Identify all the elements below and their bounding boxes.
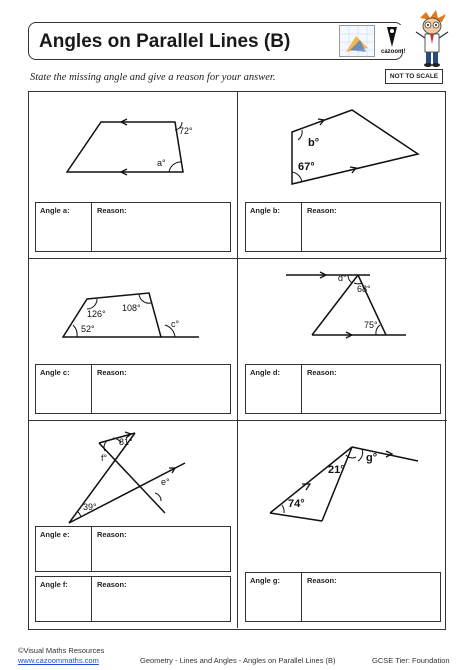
angle-label-108: 108° [122, 303, 141, 313]
angle-label-67: 67° [298, 161, 315, 173]
divider [91, 527, 92, 571]
mascot-icon [410, 10, 454, 68]
page-title: Angles on Parallel Lines (B) [39, 31, 291, 52]
diagram-angle-d [238, 259, 447, 364]
footer-topic: Geometry - Lines and Angles - Angles on Parallel Lines (B) [140, 656, 336, 665]
reason-label: Reason: [97, 206, 127, 215]
answer-box-c[interactable] [35, 364, 231, 414]
reason-label: Reason: [307, 206, 337, 215]
angle-label-f: f° [101, 453, 108, 463]
angle-label-e: e° [161, 477, 170, 487]
diagram-angle-e-f [29, 421, 238, 526]
reason-label: Reason: [97, 530, 127, 539]
instructions-text: State the missing angle and give a reason for your answer. [30, 72, 276, 83]
answer-box-g[interactable] [245, 572, 441, 622]
reason-label: Reason: [307, 368, 337, 377]
angle-label-81: 81° [119, 437, 133, 447]
not-to-scale-badge: NOT TO SCALE [385, 69, 443, 84]
angle-label-d: d° [338, 273, 347, 283]
answer-label: Angle d: [250, 368, 280, 377]
reason-label: Reason: [97, 580, 127, 589]
angle-label-39: 39° [83, 502, 97, 512]
diagram-angle-a [29, 92, 238, 202]
footer-credits [18, 646, 104, 666]
divider [91, 577, 92, 621]
answer-box-a[interactable] [35, 202, 231, 252]
divider [301, 573, 302, 621]
answer-label: Angle c: [40, 368, 70, 377]
angle-label-c: c° [171, 319, 180, 329]
angle-label-72: 72° [179, 126, 193, 136]
angle-label-b: b° [308, 137, 320, 149]
title-box [28, 22, 406, 60]
answer-box-e[interactable] [35, 526, 231, 572]
angle-label-a: a° [157, 158, 166, 168]
divider [91, 365, 92, 413]
angle-label-74: 74° [288, 498, 305, 510]
angle-label-68: 68° [357, 284, 371, 294]
website-link[interactable]: www.cazoommaths.com [18, 656, 99, 665]
answer-label: Angle a: [40, 206, 70, 215]
angle-label-75: 75° [364, 320, 378, 330]
reason-label: Reason: [97, 368, 127, 377]
angle-label-52: 52° [81, 324, 95, 334]
answer-label: Angle f: [40, 580, 68, 589]
answer-label: Angle e: [40, 530, 70, 539]
question-grid [28, 91, 446, 630]
graph-logo-icon [339, 25, 375, 57]
answer-label: Angle b: [250, 206, 280, 215]
divider [301, 203, 302, 251]
angle-label-21: 21° [328, 464, 345, 476]
reason-label: Reason: [307, 576, 337, 585]
angle-label-g: g° [366, 452, 378, 464]
footer-tier: GCSE Tier: Foundation [372, 656, 450, 665]
divider [301, 365, 302, 413]
answer-box-b[interactable] [245, 202, 441, 252]
answer-label: Angle g: [250, 576, 280, 585]
diagram-angle-c [29, 259, 238, 364]
angle-label-126: 126° [87, 309, 106, 319]
diagram-angle-b [238, 92, 447, 202]
copyright-text: ©Visual Maths Resources [18, 646, 105, 655]
diagram-angle-g [238, 421, 447, 572]
divider [91, 203, 92, 251]
answer-box-d[interactable] [245, 364, 441, 414]
answer-box-f[interactable] [35, 576, 231, 622]
cazoom-logo-text: cazoom! [381, 49, 406, 55]
